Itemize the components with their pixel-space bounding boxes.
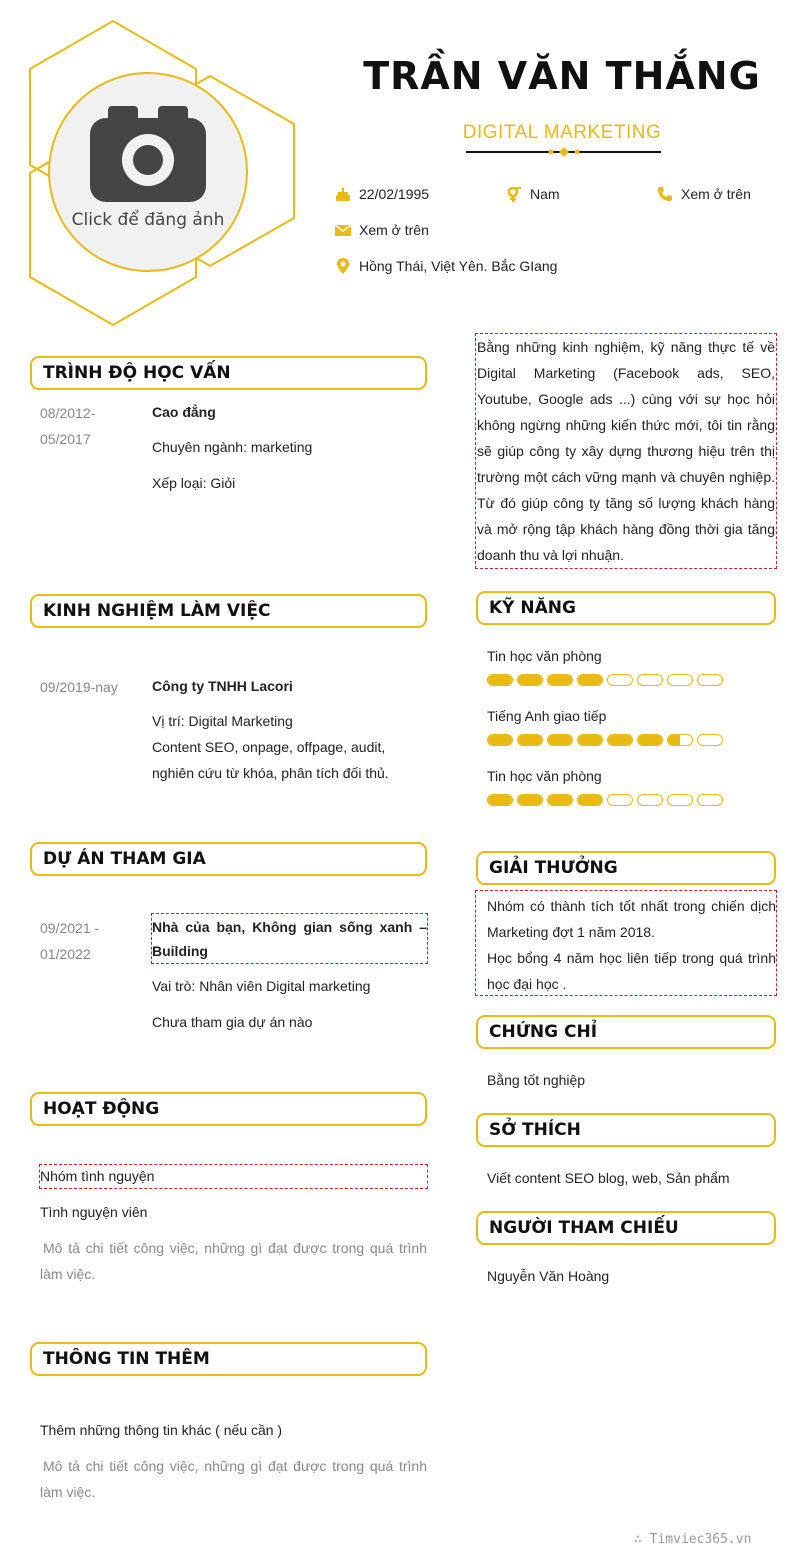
education-date[interactable]: 08/2012- 05/2017	[40, 405, 96, 447]
certificate-item[interactable]: Bằng tốt nghiệp	[487, 1072, 586, 1088]
skill-segment	[547, 734, 573, 746]
education-school[interactable]: Cao đẳng	[152, 404, 216, 420]
activities-heading[interactable]: HOẠT ĐỘNG	[30, 1092, 427, 1126]
skill-segment	[517, 674, 543, 686]
skill-segment	[487, 674, 513, 686]
gender-icon	[506, 186, 522, 202]
award-item[interactable]: Nhóm có thành tích tốt nhất trong chiến dịch Marketing đợt 1 năm 2018.	[487, 898, 776, 940]
skill-segment	[697, 674, 723, 686]
mail-icon	[335, 222, 351, 238]
skill-name[interactable]: Tin học văn phòng	[487, 648, 602, 664]
divider-dots-icon	[546, 147, 582, 157]
skill-name[interactable]: Tiếng Anh giao tiếp	[487, 708, 607, 724]
projects-heading[interactable]: DỰ ÁN THAM GIA	[30, 842, 427, 876]
phone-row	[657, 186, 751, 202]
extra-info-heading[interactable]: THÔNG TIN THÊM	[30, 1342, 427, 1376]
project-role[interactable]: Vai trò: Nhân viên Digital marketing	[152, 978, 371, 994]
skill-rating-bar[interactable]	[487, 794, 723, 806]
experience-description[interactable]: Content SEO, onpage, offpage, audit, nghiên cứu từ khóa, phân tích đối thủ.	[152, 739, 389, 781]
gender-value[interactable]: Nam	[530, 186, 560, 202]
skill-segment	[637, 734, 663, 746]
skill-segment	[697, 794, 723, 806]
skills-heading[interactable]: KỸ NĂNG	[476, 591, 776, 625]
cake-icon	[335, 186, 351, 202]
skill-segment	[667, 674, 693, 686]
extra-info-title[interactable]: Thêm những thông tin khác ( nếu cần )	[40, 1422, 283, 1438]
address-row	[335, 258, 557, 274]
address-value[interactable]: Hồng Thái, Việt Yên. Bắc GIang	[359, 258, 558, 274]
birthday-row	[335, 186, 429, 202]
skill-segment	[517, 794, 543, 806]
skill-segment	[547, 794, 573, 806]
education-major[interactable]: Chuyên ngành: marketing	[152, 439, 313, 455]
camera-icon	[90, 102, 206, 202]
awards-box	[475, 890, 777, 996]
education-rank[interactable]: Xếp loại: Giỏi	[152, 475, 236, 491]
gender-row	[506, 186, 560, 202]
skill-segment	[667, 794, 693, 806]
full-name[interactable]: TRẦN VĂN THẮNG	[363, 54, 761, 98]
skill-segment	[577, 794, 603, 806]
reference-item[interactable]: Nguyễn Văn Hoàng	[487, 1268, 610, 1284]
skill-segment	[487, 794, 513, 806]
skill-segment	[637, 674, 663, 686]
skill-segment	[637, 794, 663, 806]
career-objective[interactable]: Bằng những kinh nghiệm, kỹ năng thực tế về Digital Marketing (Facebook ads, SEO, Youtube, Google ads ...) cùng với sự học hỏi không ngừng những kiến thức mới, tôi tin rằng sẽ giúp công ty xây dựng thương hiệu trên thị trường một cách vững mạnh và chuyên nghiệp. Từ đó giúp công ty tăng số lượng khách hàng và mở rộng tập khách hàng đồng thời gia tăng doanh thu và lợi nhuận.	[475, 333, 777, 569]
project-description[interactable]: Chưa tham gia dự án nào	[152, 1014, 313, 1030]
job-title[interactable]: DIGITAL MARKETING	[462, 122, 662, 143]
hobbies-heading[interactable]: SỞ THÍCH	[476, 1113, 776, 1147]
certificates-heading[interactable]: CHỨNG CHỈ	[476, 1015, 776, 1049]
email-row	[335, 222, 429, 238]
skill-rating-bar[interactable]	[487, 734, 723, 746]
skill-segment	[517, 734, 543, 746]
project-name[interactable]: Nhà của bạn, Không gian sống xanh – Building	[151, 913, 428, 964]
skill-segment	[667, 734, 693, 746]
skill-segment	[607, 794, 633, 806]
skill-rating-bar[interactable]	[487, 674, 723, 686]
skill-segment	[577, 734, 603, 746]
experience-date[interactable]: 09/2019-nay	[40, 679, 118, 695]
experience-role[interactable]: Vị trí: Digital Marketing	[152, 713, 293, 729]
education-heading[interactable]: TRÌNH ĐỘ HỌC VẤN	[30, 356, 427, 390]
activity-description[interactable]: Mô tả chi tiết công việc, những gì đạt được trong quá trình làm việc.	[40, 1240, 427, 1282]
phone-icon	[657, 186, 673, 202]
experience-heading[interactable]: KINH NGHIỆM LÀM VIỆC	[30, 594, 427, 628]
birthday-value[interactable]: 22/02/1995	[359, 186, 430, 202]
project-date[interactable]: 09/2021 - 01/2022	[40, 920, 100, 962]
skill-name[interactable]: Tin học văn phòng	[487, 768, 602, 784]
skill-segment	[607, 734, 633, 746]
footer-brand: ∴ Timviec365.vn	[634, 1532, 752, 1547]
avatar-caption[interactable]: Click để đăng ảnh	[71, 210, 225, 230]
skill-segment	[607, 674, 633, 686]
skill-segment	[547, 674, 573, 686]
activity-role[interactable]: Tình nguyện viên	[40, 1204, 148, 1220]
activity-organization[interactable]: Nhóm tình nguyện	[39, 1164, 428, 1189]
phone-value[interactable]: Xem ở trên	[681, 186, 751, 202]
award-item[interactable]: Học bổng 4 năm học liên tiếp trong quá trình học đại học .	[487, 950, 776, 992]
skill-segment	[697, 734, 723, 746]
hobby-item[interactable]: Viết content SEO blog, web, Sản phẩm	[487, 1170, 730, 1186]
skill-segment	[577, 674, 603, 686]
extra-info-description[interactable]: Mô tả chi tiết công việc, những gì đạt được trong quá trình làm việc.	[40, 1458, 427, 1500]
awards-heading[interactable]: GIẢI THƯỞNG	[476, 851, 776, 885]
email-value[interactable]: Xem ở trên	[359, 222, 429, 238]
skill-segment	[487, 734, 513, 746]
references-heading[interactable]: NGƯỜI THAM CHIẾU	[476, 1211, 776, 1245]
experience-company[interactable]: Công ty TNHH Lacori	[152, 678, 293, 694]
location-pin-icon	[335, 258, 351, 274]
